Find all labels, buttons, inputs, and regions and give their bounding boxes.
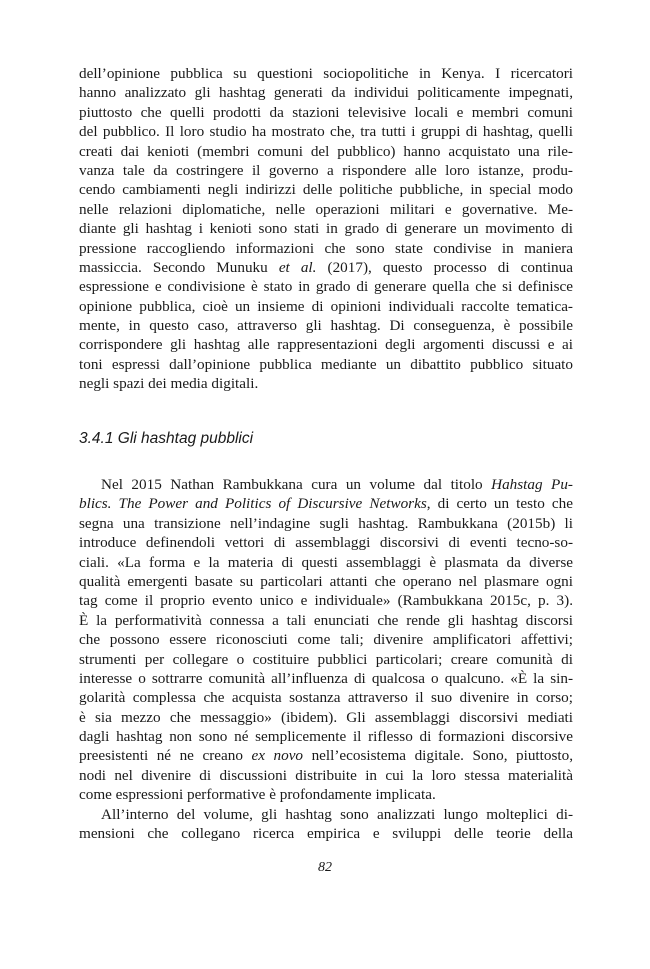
text-line: ciali. «La forma e la materia di questi assemblaggi è plasmata da diverse: [79, 553, 573, 571]
text-line: diante gli hashtag i kenioti sono stati in grado di generare un movimento di: [79, 220, 573, 238]
text-line: mente, in questo caso, attraverso gli hashtag. Di conseguenza, è possibile: [79, 317, 573, 335]
book-title: blics. The Power and Politics of Discursive Networks: [79, 495, 427, 513]
text-line: corrispondere gli hashtag alle rappresentazioni degli argomenti discussi e ai: [79, 336, 573, 354]
text-line: [79, 494, 573, 513]
text-line: è sia mezzo che messaggio» (ibidem). Gli assemblaggi discorsivi mediati: [79, 708, 573, 726]
text-line: hanno analizzato gli hashtag generati da individui politicamente impegnati,: [79, 84, 573, 102]
text-line: mensioni che collegano ricerca empirica e sviluppi delle teorie della: [79, 825, 573, 843]
text-line: dagli hashtag non sono né semplicemente il riflesso di formazioni discorsive: [79, 728, 573, 746]
text-line: espressione e condivisione è stato in grado di generare quella che si definisce: [79, 278, 573, 296]
text-line: introduce definendoli vettori di assemblaggi discorsivi di eventi tecno-so-: [79, 534, 573, 552]
section-heading: 3.4.1 Gli hashtag pubblici: [79, 430, 254, 447]
text-line: toni espressi dall’opinione pubblica mediante un dibattito pubblico situato: [79, 355, 573, 373]
text-run: (2017), questo processo di continua: [316, 258, 573, 276]
text-line: [79, 258, 573, 277]
citation-etal: et al.: [278, 258, 317, 276]
text-line: che possono essere riconosciuti come tali; divenire amplificatori affettivi;: [79, 631, 573, 649]
text-line: nodi nel divenire di discussioni distribuite in cui la loro stessa materialità: [79, 766, 573, 784]
text-line: opinione pubblica, cioè un insieme di opinioni individuali raccolte tematica-: [79, 297, 573, 315]
text-run: Nel 2015 Nathan Rambukkana cura un volume dal titolo: [101, 476, 492, 493]
text-line: piuttosto che quelli prodotti da stazioni televisive locali e membri comuni: [79, 103, 573, 121]
text-line: vanza tale da costringere il governo a rispondere alle loro istanze, produ-: [79, 161, 573, 179]
text-line: nelle relazioni diplomatiche, nelle operazioni militari e governative. Me-: [79, 200, 573, 218]
text-line: qualità emergenti basate su particolari attanti che operano nel plasmare ogni: [79, 572, 573, 590]
text-line: negli spazi dei media digitali.: [79, 375, 259, 393]
text-line: tag come il proprio evento unico e individuale» (Rambukkana 2015c, p. 3).: [79, 592, 573, 610]
text-line: segna una transizione nell’indagine sugli hashtag. Rambukkana (2015b) li: [79, 514, 573, 532]
text-line: golarità complessa che acquista sostanza attraverso il suo divenire in corso;: [79, 689, 573, 707]
text-line: All’interno del volume, gli hashtag sono analizzati lungo molteplici di-: [101, 805, 573, 823]
text-line: creati dai kenioti (membri comuni del pubblico) hanno acquistato una rile-: [79, 142, 573, 160]
page-number: 82: [318, 860, 332, 875]
text-line: del pubblico. Il loro studio ha mostrato che, tra tutti i gruppi di hashtag, quelli: [79, 123, 573, 141]
text-line: interesse o sottrarre comunità all’influenza di qualcosa o qualcuno. «È la sin-: [79, 669, 573, 687]
text-line: strumenti per collegare o costituire pubblici particolari; creare comunità di: [79, 650, 573, 668]
paragraph-1: [79, 64, 573, 394]
text-run: massiccia. Secondo Munuku: [79, 258, 279, 276]
text-line: È la performatività connessa a tali enunciati che rende gli hashtag discorsi: [79, 611, 573, 629]
text-line: come espressioni performative è profondamente implicata.: [79, 786, 436, 804]
text-line: [79, 475, 573, 494]
book-title: Hahstag Pu-: [491, 476, 573, 493]
text-line: pressione raccogliendo informazioni che sono state condivise in maniera: [79, 239, 573, 257]
text-run: nell’ecosistema digitale. Sono, piuttosto,: [303, 747, 573, 765]
latin-phrase: ex novo: [251, 747, 304, 765]
text-line: cendo cambiamenti negli indirizzi delle politiche pubbliche, in special modo: [79, 181, 573, 199]
paragraph-2: [79, 475, 573, 843]
text-run: preesistenti né ne creano: [79, 747, 252, 765]
text-run: , di certo un testo che: [426, 495, 573, 513]
text-line: dell’opinione pubblica su questioni sociopolitiche in Kenya. I ricercatori: [79, 65, 573, 82]
text-line: [79, 746, 573, 765]
